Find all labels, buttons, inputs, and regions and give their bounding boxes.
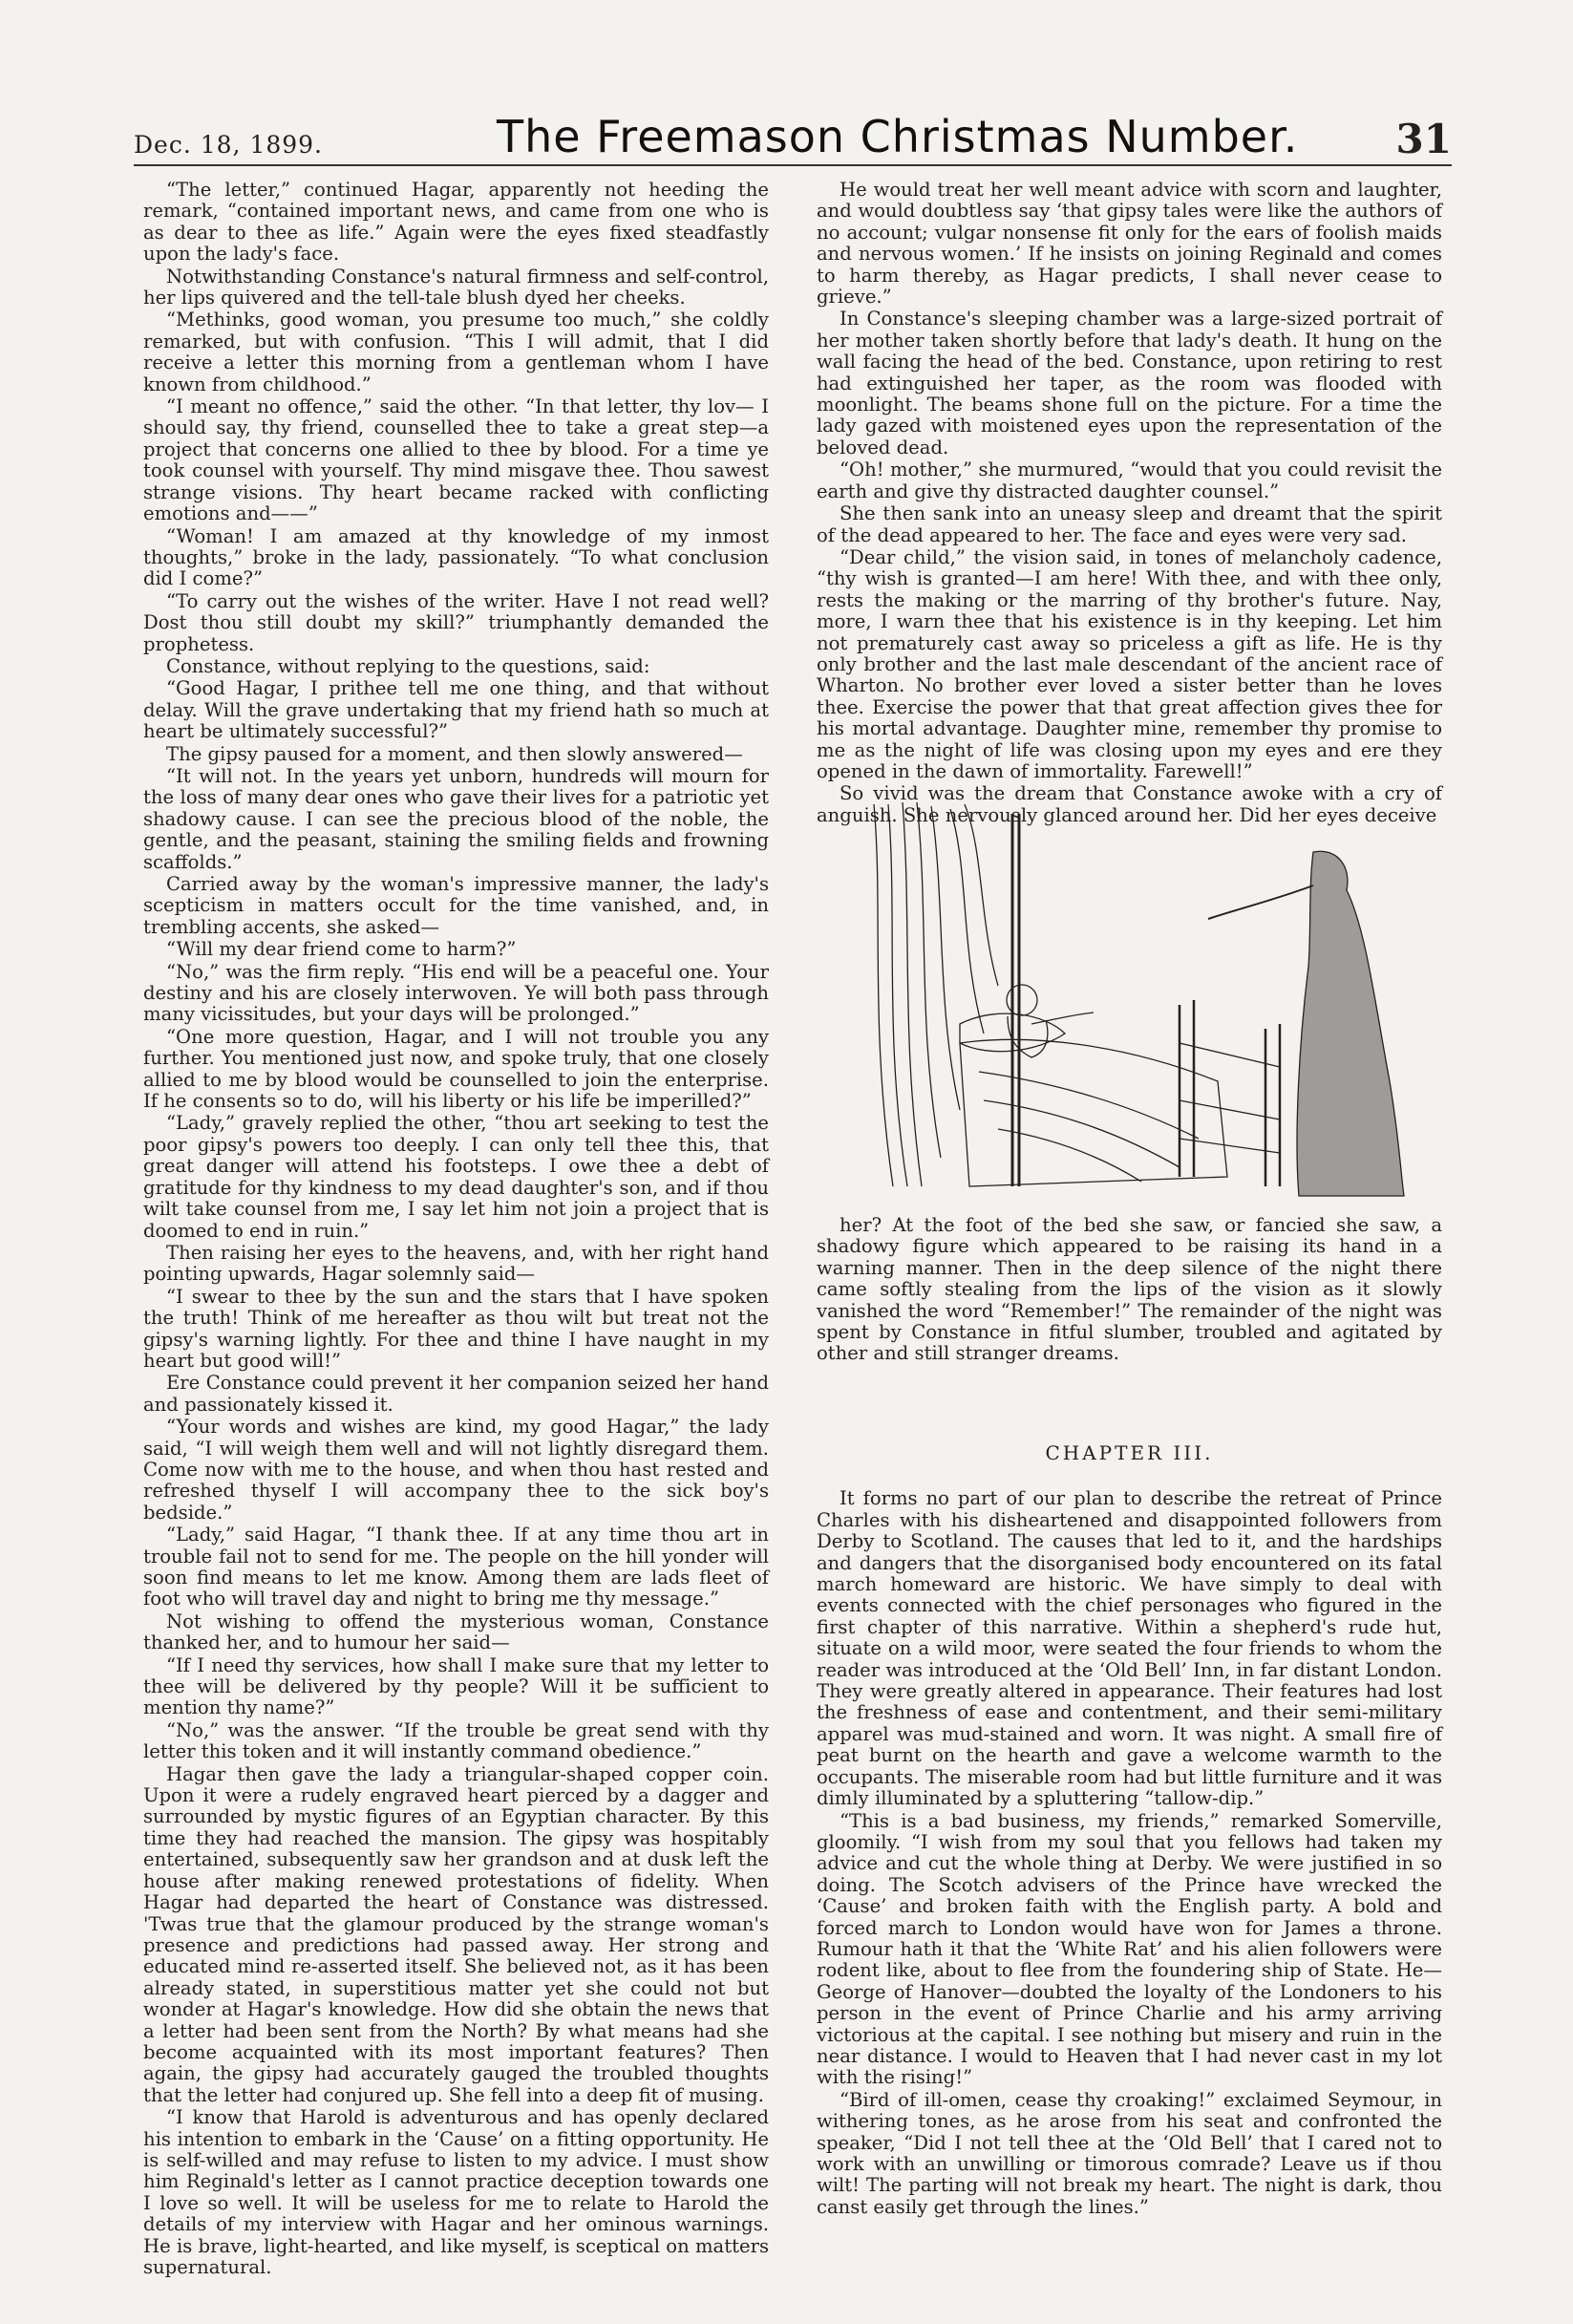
paragraph: “One more question, Hagar, and I will not trouble you any further. You mentioned just now, and spoke truly, that one closely allied to me by blood would be counselled to join the enterprise. If he consents so to do, will his liberty or his life be imperilled?” (143, 1025, 769, 1113)
paragraph: Then raising her eyes to the heavens, and, with her right hand pointing upwards, Hagar solemnly said— (143, 1241, 769, 1286)
right-column (817, 179, 1442, 2218)
paragraph: “Lady,” gravely replied the other, “thou art seeking to test the poor gipsy's powers too deeply. I can only tell thee this, that great danger will attend his footsteps. I owe thee a debt of gratitude for thy kindness to my dead daughter's son, and if thou wilt take counsel from me, I say let him not join a project that is doomed to end in ruin.” (143, 1112, 769, 1242)
paragraph: “Good Hagar, I prithee tell me one thing, and that without delay. Will the grave undertaking that my friend hath so much at heart be ultimately successful?” (143, 677, 769, 743)
paragraph: “No,” was the answer. “If the trouble be great send with thy letter this token and it will instantly command obedience.” (143, 1718, 769, 1763)
paragraph: Carried away by the woman's impressive manner, the lady's scepticism in matters occult for the time vanished, and, in trembling accents, she asked— (143, 873, 769, 938)
right-column-after-illustration (817, 1215, 1442, 1406)
right-column-upper-text (817, 179, 1442, 826)
paragraph: “If I need thy services, how shall I make sure that my letter to thee will be delivered by thy people? Will it be sufficient to mention thy name?” (143, 1653, 769, 1719)
chapter-heading: CHAPTER III. (1045, 1441, 1214, 1464)
paragraph: “It will not. In the years yet unborn, hundreds will mourn for the loss of many dear ones who gave their lives for a patriotic yet shadowy cause. I can see the precious blood of the noble, the gentle, and the peasant, staining the smiling fields and frowning scaffolds.” (143, 764, 769, 873)
paragraph: Constance, without replying to the questions, said: (166, 654, 650, 677)
paragraph: So vivid was the dream that Constance awoke with a cry of anguish. She nervously glanced around her. Did her eyes deceive (817, 782, 1442, 826)
header-date: Dec. 18, 1899. (134, 131, 324, 159)
paragraph: Not wishing to offend the mysterious woman, Constance thanked her, and to humour her said— (143, 1610, 769, 1654)
paragraph: She then sank into an uneasy sleep and dreamt that the spirit of the dead appeared to her. The face and eyes were very sad. (817, 502, 1442, 546)
paragraph: “Your words and wishes are kind, my good Hagar,” the lady said, “I will weigh them well and will not lightly disregard them. Come now with me to the house, and when thou hast rested and refreshed thyself I will accompany thee to the sick boy's bedside.” (143, 1416, 769, 1524)
paragraph: “This is a bad business, my friends,” remarked Somerville, gloomily. “I wish from my soul that you fellows had taken my advice and cut the whole thing at Derby. We were justified in so doing. The Scotch advisers of the Prince have wrecked the ‘Cause’ and broken faith with the English party. A bold and forced march to London would have won for James a throne. Rumour hath it that the ‘White Rat’ and his alien followers were rodent like, about to flee from the foundering ship of State. He—George of Hanover—doubted the loyalty of the Londoners to his person in the event of Prince Charlie and his army arriving victorious at the capital. I see nothing but misery and ruin in the near distance. I would to Heaven that I had never cast in my lot with the rising!” (817, 1809, 1442, 2089)
page-number: 31 (1395, 116, 1452, 162)
paragraph: Ere Constance could prevent it her companion seized her hand and passionately kissed it. (143, 1372, 769, 1416)
illustration-drawing (817, 795, 1442, 1205)
bedroom-vision-illustration (817, 795, 1442, 1205)
paragraph: her? At the foot of the bed she saw, or fancied she saw, a shadowy figure which appeared to be raising its hand in a warning manner. Then in the deep silence of the night there came softly stealing from the lips of the vision as it slowly vanished the word “Remember!” The remainder of the night was spent by Constance in fitful slumber, troubled and agitated by other and still stranger dreams. (817, 1214, 1442, 1365)
right-column-lower-text (817, 1487, 1442, 2218)
paragraph: “I swear to thee by the sun and the stars that I have spoken the truth! Think of me hereafter as thou wilt but treat not the gipsy's warning lightly. For thee and thine I have naught in my heart but good will!” (143, 1285, 769, 1372)
left-column (143, 180, 769, 2281)
header-title: The Freemason Christmas Number. (497, 111, 1299, 162)
paragraph: “I meant no offence,” said the other. “In that letter, thy lov— I should say, thy friend, counselled thee to take a great step—a project that concerns one allied to thee by blood. For a time ye took counsel with yourself. Thy mind misgave thee. Thou sawest strange visions. Thy heart became racked with conflicting emotions and——” (143, 395, 769, 525)
page-header (134, 107, 1452, 166)
paragraph: “Oh! mother,” she murmured, “would that you could revisit the earth and give thy distracted daughter counsel.” (817, 458, 1442, 502)
paragraph: The gipsy paused for a moment, and then slowly answered— (166, 742, 743, 765)
paragraph: “No,” was the firm reply. “His end will be a peaceful one. Your destiny and his are closely interwoven. Ye will both pass through many vicissitudes, but your days will be prolonged.” (143, 960, 769, 1026)
paragraph: “Methinks, good woman, you presume too much,” she coldly remarked, but with confusion. “This I will admit, that I did receive a letter this morning from a gentleman whom I have known from childhood.” (143, 309, 769, 395)
paragraph: It forms no part of our plan to describe the retreat of Prince Charles with his disheartened and disappointed followers from Derby to Scotland. The causes that led to it, and the hardships and dangers that the disorganised body encountered on its fatal march homeward are historic. We have simply to deal with events connected with the chief personages who figured in the first chapter of this narrative. Within a shepherd's rude hut, situate on a wild moor, were seated the four friends to whom the reader was introduced at the ‘Old Bell’ Inn, in far distant London. They were greatly altered in appearance. Their features had lost the freshness of ease and contentment, and their semi-military apparel was mud-stained and worn. It was night. A small fire of peat burnt on the hearth and gave a welcome warmth to the occupants. The miserable room had but little furniture and it was dimly illuminated by a spluttering “tallow-dip.” (817, 1487, 1442, 1810)
paragraph: “I know that Harold is adventurous and has openly declared his intention to embark in the ‘Cause’ on a fitting opportunity. He is self-willed and may refuse to listen to my advice. I must show him Reginald's letter as I cannot practice deception towards one I love so well. It will be useless for me to relate to Harold the details of my interview with Hagar and her ominous warnings. He is brave, light-hearted, and like myself, is sceptical on matters supernatural. (143, 2106, 769, 2278)
paragraph: “To carry out the wishes of the writer. Have I not read well? Dost thou still doubt my skill?” triumphantly demanded the prophetess. (143, 589, 769, 655)
paragraph: “Lady,” said Hagar, “I thank thee. If at any time thou art in trouble fail not to send for me. The people on the hill yonder will soon find means to let me know. Among them are lads fleet of foot who will travel day and night to bring me thy message.” (143, 1524, 769, 1610)
paragraph: “Dear child,” the vision said, in tones of melancholy cadence, “thy wish is granted—I am here! With thee, and with thee only, rests the making or the marring of thy brother's future. Nay, more, I warn thee that his existence is in thy keeping. Let him not prematurely cast away so priceless a gift as life. He is thy only brother and the last male descendant of the ancient race of Wharton. No brother ever loved a sister better than he loves thee. Exercise the power that that great affection gives thee for his mortal advantage. Daughter mine, remember thy promise to me as the night of life was closing upon my eyes and ere they opened in the dawn of immortality. Farewell!” (817, 545, 1442, 782)
paragraph: He would treat her well meant advice with scorn and laughter, and would doubtless say ‘that gipsy tales were like the authors of no account; vulgar nonsense fit only for the ears of foolish maids and nervous women.’ If he insists on joining Reginald and comes to harm thereby, as Hagar predicts, I shall never cease to grieve.” (817, 179, 1442, 309)
paragraph: “Bird of ill-omen, cease thy croaking!” exclaimed Seymour, in withering tones, as he arose from his seat and confronted the speaker, “Did I not tell thee at the ‘Old Bell’ that I cared not to work with an unwilling or timorous comrade? Leave us if thou wilt! The parting will not break my heart. The night is dark, thou canst easily get through the lines.” (817, 2088, 1442, 2218)
paragraph: Notwithstanding Constance's natural firmness and self-control, her lips quivered and the tell-tale blush dyed her cheeks. (143, 265, 769, 309)
paragraph: “Woman! I am amazed at thy knowledge of my inmost thoughts,” broke in the lady, passionately. “To what conclusion did I come?” (143, 524, 769, 590)
paragraph: “The letter,” continued Hagar, apparently not heeding the remark, “contained important news, and came from one who is as dear to thee as life.” Again were the eyes fixed steadfastly upon the lady's face. (143, 179, 769, 266)
paragraph: “Will my dear friend come to harm?” (166, 938, 517, 961)
paragraph: In Constance's sleeping chamber was a large-sized portrait of her mother taken shortly before that lady's death. It hung on the wall facing the head of the bed. Constance, upon retiring to rest had extinguished her taper, as the room was flooded with moonlight. The beams shone full on the picture. For a time the lady gazed with moistened eyes upon the representation of the beloved dead. (817, 308, 1442, 458)
paragraph: Hagar then gave the lady a triangular-shaped copper coin. Upon it were a rudely engraved heart pierced by a dagger and surrounded by mystic figures of an Egyptian character. By this time they had reached the mansion. The gipsy was hospitably entertained, subsequently saw her grandson and at dusk left the house after making renewed protestations of fidelity. When Hagar had departed the heart of Constance was distressed. 'Twas true that the glamour produced by the strange woman's presence and predictions had passed away. Her strong and educated mind re-asserted itself. She believed not, as it has been already stated, in superstitious matter yet she could not but wonder at Hagar's knowledge. How did she obtain the news that a letter had been sent from the North? By what means had she become acquainted with its most important features? Then again, the gipsy had accurately gauged the troubled thoughts that the letter had conjured up. She fell into a deep fit of musing. (143, 1762, 769, 2106)
